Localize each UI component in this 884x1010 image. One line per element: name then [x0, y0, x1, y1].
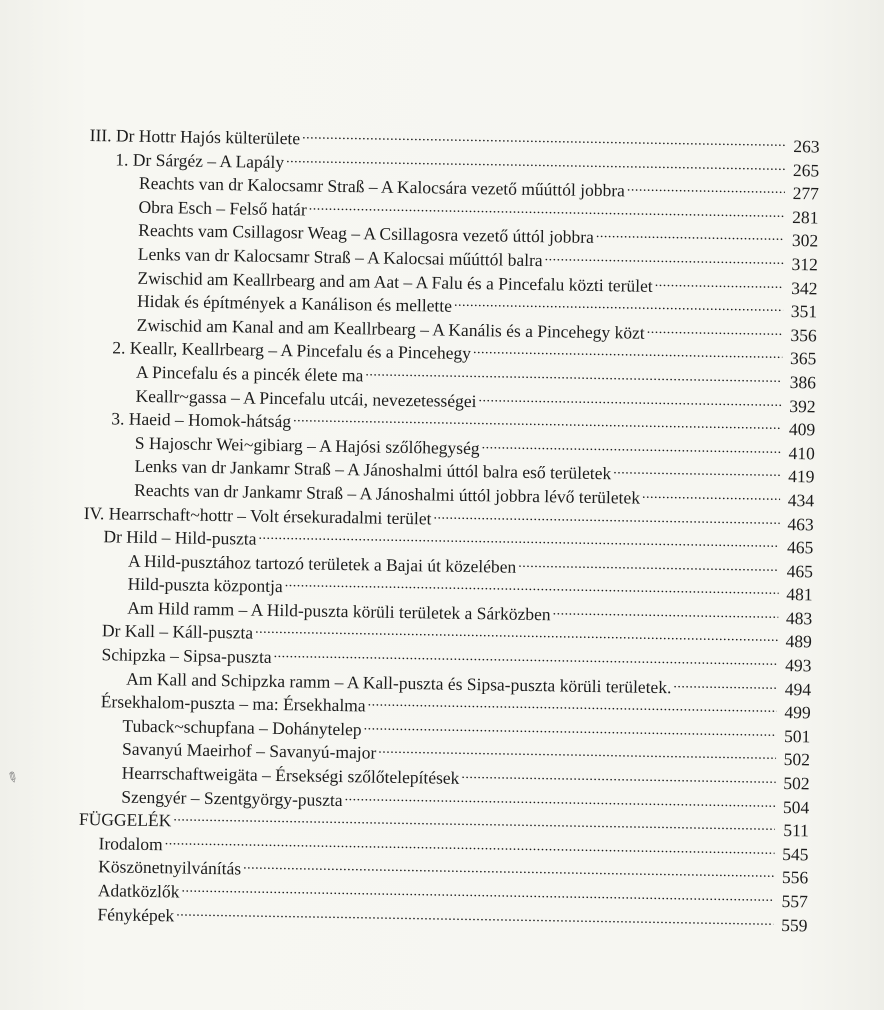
toc-entry-title: Tuback~schupfana – Dohánytelep [122, 715, 362, 740]
toc-entry-title: Am Kall and Schipzka ramm – A Kall-puszta és Sipsa-puszta körüli területek. [126, 668, 672, 697]
toc-entry-page-number: 365 [789, 348, 817, 369]
toc-entry-title: Reachts vam Csillagosr Weag – A Csillagosra vezető úttól jobbra [138, 220, 594, 248]
toc-entry-page-number: 277 [792, 183, 820, 204]
toc-entry-page-number: 465 [786, 537, 814, 558]
toc-entry-page-number: 463 [787, 513, 814, 534]
toc-entry-page-number: 419 [788, 466, 815, 487]
dot-leader [518, 549, 779, 576]
toc-entry-title: Schipzka – Sipsa-puszta [101, 644, 272, 667]
toc-entry-title: 2. Keallr, Keallrbearg – A Pincefalu és a Pincehegy [112, 337, 472, 364]
toc-entry-title: Lenks van dr Jankamr Straß – A Jánoshalmi úttól balra eső területek [134, 456, 612, 484]
toc-entry-page-number: 265 [792, 159, 820, 181]
dot-leader [627, 174, 785, 199]
toc-entry-page-number: 545 [782, 843, 809, 865]
toc-entry-title: Dr Hild – Hild-puszta [103, 526, 257, 549]
toc-entry-page-number: 499 [784, 702, 811, 723]
dot-leader [552, 597, 778, 624]
toc-entry-title: Fényképek [97, 903, 175, 926]
toc-entry-title: S Hajoschr Wei~gibiarg – A Hajósi szőlőhegység [134, 432, 480, 458]
toc-entry-title: III. Dr Hottr Hajós külterülete [89, 124, 301, 149]
toc-entry-page-number: 392 [789, 395, 816, 416]
toc-entry-page-number: 465 [786, 560, 814, 582]
toc-entry-page-number: 502 [783, 773, 810, 794]
toc-entry-page-number: 502 [783, 749, 811, 770]
toc-entry-title: Szengyér – Szentgyörgy-puszta [121, 786, 343, 810]
toc-entry-title: Zwischid am Keallrbearg and am Aat – A Falu és a Pincefalu közti terület [137, 267, 653, 296]
toc-entry-title: Hild-puszta központja [127, 573, 283, 597]
toc-entry-page-number: 559 [781, 914, 808, 935]
toc-entry-title: Keallr~gassa – A Pincefalu utcái, nevezetességei [135, 385, 477, 411]
toc-entry-title: Lenks van dr Kalocsamr Straß – A Kalocsai műúttól balra [137, 243, 543, 271]
toc-entry-page-number: 501 [783, 725, 811, 747]
toc-entry-title: Adatközlők [97, 880, 180, 902]
toc-entry-title: IV. Hearrschaft~hottr – Volt érsekuradalmi terület [83, 502, 432, 528]
toc-entry-title: FÜGGELÉK [78, 809, 172, 831]
toc-entry-title: Érsekhalom-puszta – ma: Érsekhalma [100, 691, 366, 716]
toc-entry-page-number: 281 [792, 206, 819, 228]
toc-entry-page-number: 342 [791, 277, 818, 299]
toc-entry-page-number: 302 [791, 230, 819, 251]
dot-leader [545, 243, 784, 270]
dot-leader [655, 268, 784, 293]
toc-entry-page-number: 557 [781, 890, 808, 912]
toc-entry-page-number: 483 [785, 607, 813, 629]
toc-entry-page-number: 556 [781, 867, 809, 888]
toc-entry-page-number: 263 [793, 136, 820, 157]
page-mark-icon: ✎ [3, 769, 21, 788]
toc-entry-page-number: 351 [790, 301, 818, 322]
toc-entry-page-number: 489 [785, 631, 813, 652]
toc-entry-title: Reachts van dr Kalocsamr Straß – A Kalocsára vezető műúttól jobbra [138, 172, 626, 201]
toc-entry-title: Köszönetnyilvánítás [98, 856, 242, 879]
toc-entry-page-number: 356 [790, 324, 817, 346]
toc-entry-title: Am Hild ramm – A Hild-puszta körüli területek a Sárközben [127, 597, 551, 625]
toc-entry-page-number: 494 [784, 678, 812, 700]
toc-entry-title: 3. Haeid – Homok-hátság [111, 408, 292, 432]
toc-entry-page-number: 312 [791, 254, 818, 275]
toc-entry-title: Dr Kall – Káll-puszta [101, 620, 254, 644]
toc-entry-title: Hearrschaftweigäta – Érsekségi szőlőtelepítések [121, 762, 460, 788]
toc-entry-title: Irodalom [98, 833, 163, 855]
table-of-contents [77, 118, 820, 935]
toc-entry-page-number: 409 [788, 419, 816, 440]
toc-entry-page-number: 434 [787, 489, 815, 511]
dot-leader [613, 457, 781, 483]
toc-entry-page-number: 410 [788, 442, 815, 464]
toc-entry-title: Zwischid am Kanal and am Keallrbearg – A Kanális és a Pincehegy közt [136, 314, 645, 343]
dot-leader [642, 481, 780, 506]
toc-entry-page-number: 511 [783, 820, 810, 841]
dot-leader [596, 220, 785, 246]
toc-entry-title: 1. Dr Sárgéz – A Lapály [115, 148, 285, 172]
toc-entry-page-number: 481 [786, 584, 813, 605]
toc-entry-title: Reachts van dr Jankamr Straß – A Jánoshalmi úttól jobbra lévő területek [134, 479, 641, 508]
toc-entry-title: Obra Esch – Felső határ [138, 196, 307, 220]
toc-entry-title: Savanyú Maeirhof – Savanyú-major [121, 739, 377, 764]
toc-entry-title: Hidak és építmények a Kanálison és mellette [136, 290, 453, 316]
toc-entry-title: A Pincefalu és a pincék élete ma [135, 361, 364, 386]
dot-leader [647, 316, 783, 341]
toc-entry-page-number: 386 [789, 371, 817, 393]
dot-leader [673, 670, 777, 695]
toc-entry-title: A Hild-pusztához tartozó területek a Bajai út közelében [127, 550, 517, 577]
toc-entry-page-number: 504 [782, 796, 810, 818]
toc-entry-page-number: 493 [785, 655, 812, 676]
